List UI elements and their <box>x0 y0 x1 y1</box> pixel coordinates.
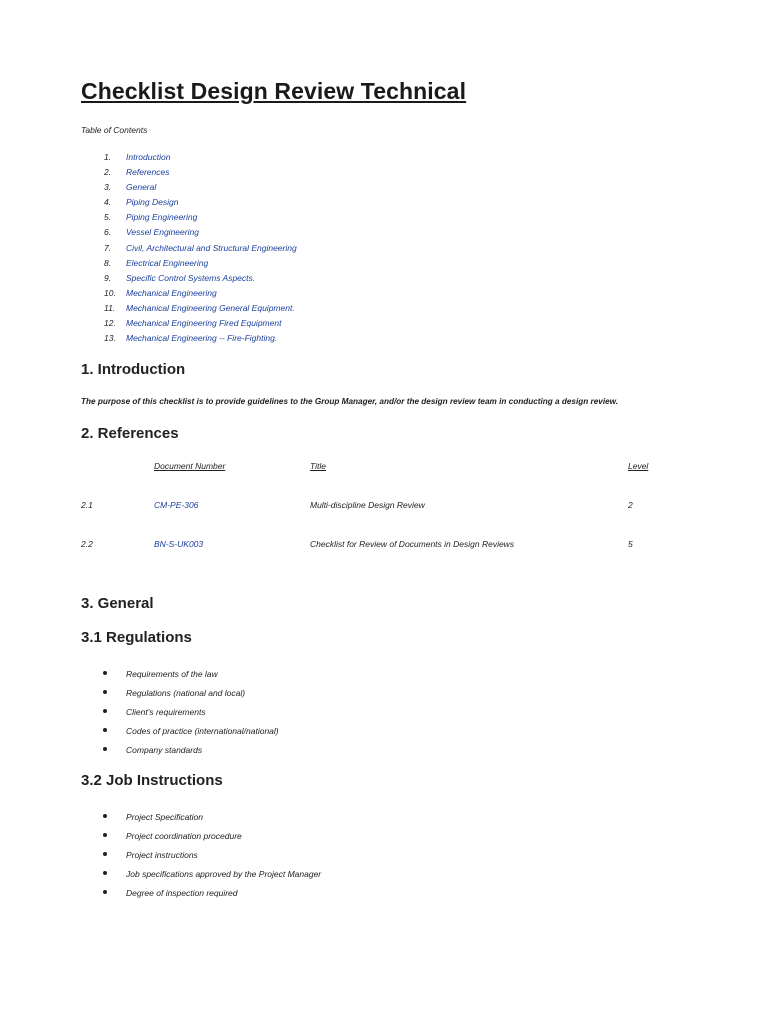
list-item-text: Degree of inspection required <box>126 888 238 898</box>
toc-number: 9. <box>104 272 112 283</box>
toc-number: 7. <box>104 242 112 253</box>
bullet-icon <box>103 871 107 875</box>
toc-number: 11. <box>104 302 116 313</box>
toc-link-mechanical-engineering[interactable]: Mechanical Engineering <box>126 287 217 298</box>
list-item-text: Project coordination procedure <box>126 831 242 841</box>
toc-link-piping-engineering[interactable]: Piping Engineering <box>126 212 198 223</box>
toc-item <box>0 273 400 288</box>
list-item <box>0 831 420 850</box>
toc-number: 3. <box>104 182 112 193</box>
list-item <box>0 726 420 745</box>
bullet-icon <box>103 814 107 818</box>
toc-number: 10. <box>104 287 116 298</box>
toc-link-introduction[interactable]: Introduction <box>126 152 171 162</box>
list-item <box>0 850 420 869</box>
list-item-text: Codes of practice (international/national) <box>126 726 279 736</box>
column-header-title: Title <box>310 461 326 471</box>
toc-link-fire-fighting[interactable]: Mechanical Engineering -- Fire-Fighting. <box>126 333 278 344</box>
toc-item <box>0 258 400 273</box>
bullet-icon <box>103 671 107 675</box>
toc-number: 6. <box>104 227 112 238</box>
list-item <box>0 812 420 831</box>
regulations-list <box>0 669 420 764</box>
column-header-document-number: Document Number <box>154 461 226 471</box>
reference-title: Checklist for Review of Documents in Design Reviews <box>310 539 515 549</box>
section-heading-references: 2. References <box>81 425 179 442</box>
toc-link-vessel-engineering[interactable]: Vessel Engineering <box>126 227 199 238</box>
toc-link-references[interactable]: References <box>126 167 170 178</box>
toc-item <box>0 227 400 242</box>
toc-number: 5. <box>104 212 112 223</box>
reference-id: 2.2 <box>81 539 93 549</box>
list-item <box>0 745 420 764</box>
toc-link-control-systems[interactable]: Specific Control Systems Aspects. <box>126 272 256 283</box>
list-item-text: Project instructions <box>126 850 198 860</box>
column-header-level: Level <box>628 461 649 471</box>
toc-item <box>0 243 400 258</box>
bullet-icon <box>103 690 107 694</box>
section-heading-introduction: 1. Introduction <box>81 361 186 378</box>
table-of-contents <box>0 152 400 348</box>
list-item <box>0 707 420 726</box>
toc-link-piping-design[interactable]: Piping Design <box>126 197 179 208</box>
list-item-text: Regulations (national and local) <box>126 688 246 698</box>
toc-label: Table of Contents <box>81 125 148 135</box>
reference-level: 2 <box>628 500 633 510</box>
list-item-text: Company standards <box>126 745 203 755</box>
reference-title: Multi-discipline Design Review <box>310 500 425 510</box>
reference-id: 2.1 <box>81 500 93 510</box>
toc-number: 1. <box>104 152 112 162</box>
toc-item <box>0 167 400 182</box>
list-item <box>0 888 420 907</box>
toc-number: 8. <box>104 257 112 268</box>
reference-document-link[interactable]: BN-S-UK003 <box>154 539 204 549</box>
bullet-icon <box>103 833 107 837</box>
list-item <box>0 869 420 888</box>
toc-link-civil-engineering[interactable]: Civil, Architectural and Structural Engineering <box>126 242 297 253</box>
list-item-text: Job specifications approved by the Project Manager <box>126 869 322 879</box>
toc-item <box>0 288 400 303</box>
bullet-icon <box>103 852 107 856</box>
bullet-icon <box>103 728 107 732</box>
section-heading-job-instructions: 3.2 Job Instructions <box>81 772 223 789</box>
job-instructions-list <box>0 812 420 907</box>
toc-item <box>0 197 400 212</box>
toc-number: 12. <box>104 318 116 329</box>
toc-item <box>0 182 400 197</box>
bullet-icon <box>103 890 107 894</box>
section-heading-general: 3. General <box>81 595 154 612</box>
list-item <box>0 669 420 688</box>
introduction-paragraph: The purpose of this checklist is to provide guidelines to the Group Manager, and/or the design review team in conducting a design review. <box>81 397 618 406</box>
toc-item <box>0 152 400 167</box>
toc-number: 13. <box>104 333 116 344</box>
list-item-text: Project Specification <box>126 812 204 822</box>
toc-number: 2. <box>104 167 112 178</box>
reference-level: 5 <box>628 539 633 549</box>
toc-link-electrical-engineering[interactable]: Electrical Engineering <box>126 257 209 268</box>
bullet-icon <box>103 709 107 713</box>
list-item-text: Requirements of the law <box>126 669 218 679</box>
toc-item <box>0 318 400 333</box>
toc-link-mech-fired-equipment[interactable]: Mechanical Engineering Fired Equipment <box>126 318 282 329</box>
toc-item <box>0 212 400 227</box>
document-title: Checklist Design Review Technical <box>81 78 467 104</box>
toc-item <box>0 333 400 348</box>
toc-number: 4. <box>104 197 112 208</box>
bullet-icon <box>103 747 107 751</box>
section-heading-regulations: 3.1 Regulations <box>81 629 192 646</box>
list-item-text: Client's requirements <box>126 707 206 717</box>
toc-link-mech-general-equipment[interactable]: Mechanical Engineering General Equipment. <box>126 302 295 313</box>
list-item <box>0 688 420 707</box>
reference-document-link[interactable]: CM-PE-306 <box>154 500 199 510</box>
toc-item <box>0 303 400 318</box>
toc-link-general[interactable]: General <box>126 182 157 193</box>
